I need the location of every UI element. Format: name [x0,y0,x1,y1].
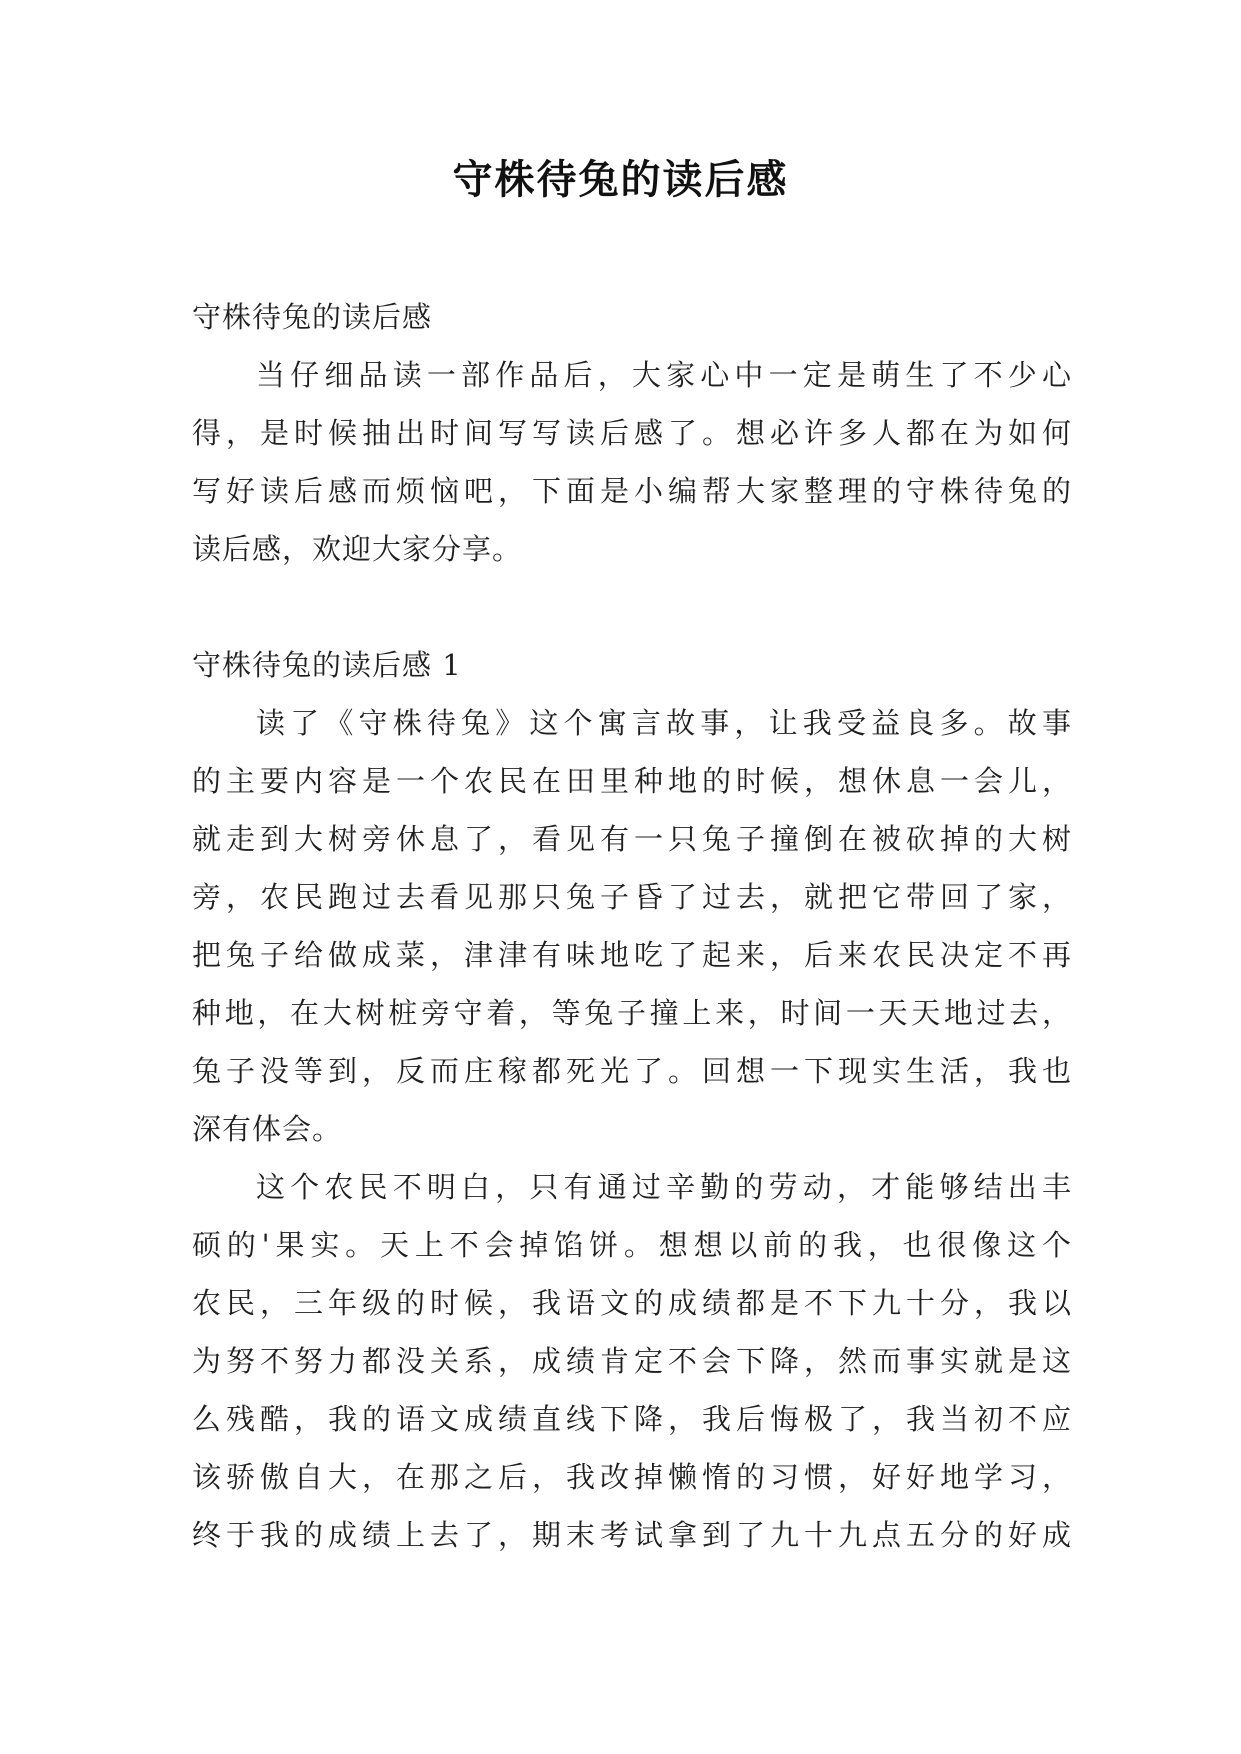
document-body [192,288,1072,1564]
paragraph-line: 硕的'果实。天上不会掉馅饼。想想以前的我，也很像这个 [192,1228,1072,1262]
section-heading: 守株待兔的读后感 [192,300,433,334]
paragraph [192,1158,1072,1564]
section-1 [192,636,1072,1564]
paragraph-line: 深有体会。 [192,1112,343,1146]
paragraph-line: 旁，农民跑过去看见那只兔子昏了过去，就把它带回了家， [192,880,1072,914]
paragraph-line: 写好读后感而烦恼吧，下面是小编帮大家整理的守株待兔的 [192,474,1072,508]
paragraph-line: 把兔子给做成菜，津津有味地吃了起来，后来农民决定不再 [192,938,1072,972]
paragraph-line: 终于我的成绩上去了，期末考试拿到了九十九点五分的好成 [192,1518,1072,1552]
paragraph-line: 种地，在大树桩旁守着，等兔子撞上来，时间一天天地过去， [192,996,1072,1030]
section-spacer [192,578,1072,636]
paragraph-line: 就走到大树旁休息了，看见有一只兔子撞倒在被砍掉的大树 [192,822,1072,856]
paragraph-line: 么残酷，我的语文成绩直线下降，我后悔极了，我当初不应 [192,1402,1072,1436]
paragraph-line: 当仔细品读一部作品后，大家心中一定是萌生了不少心 [256,358,1072,392]
paragraph-line: 兔子没等到，反而庄稼都死光了。回想一下现实生活，我也 [192,1054,1072,1088]
paragraph-line: 读了《守株待兔》这个寓言故事，让我受益良多。故事 [256,706,1072,740]
paragraph [192,346,1072,578]
paragraph-line: 得，是时候抽出时间写写读后感了。想必许多人都在为如何 [192,416,1072,450]
paragraph-line: 读后感，欢迎大家分享。 [192,532,523,566]
document-title: 守株待兔的读后感 [452,157,789,203]
paragraph [192,694,1072,1158]
paragraph-line: 为努不努力都没关系，成绩肯定不会下降，然而事实就是这 [192,1344,1072,1378]
section-intro [192,288,1072,578]
paragraph-line: 农民，三年级的时候，我语文的成绩都是不下九十分，我以 [192,1286,1072,1320]
paragraph-line: 的主要内容是一个农民在田里种地的时候，想休息一会儿， [192,764,1072,798]
paragraph-line: 这个农民不明白，只有通过辛勤的劳动，才能够结出丰 [256,1170,1072,1204]
paragraph-line: 该骄傲自大，在那之后，我改掉懒惰的习惯，好好地学习， [192,1460,1072,1494]
section-heading: 守株待兔的读后感 1 [192,648,462,682]
